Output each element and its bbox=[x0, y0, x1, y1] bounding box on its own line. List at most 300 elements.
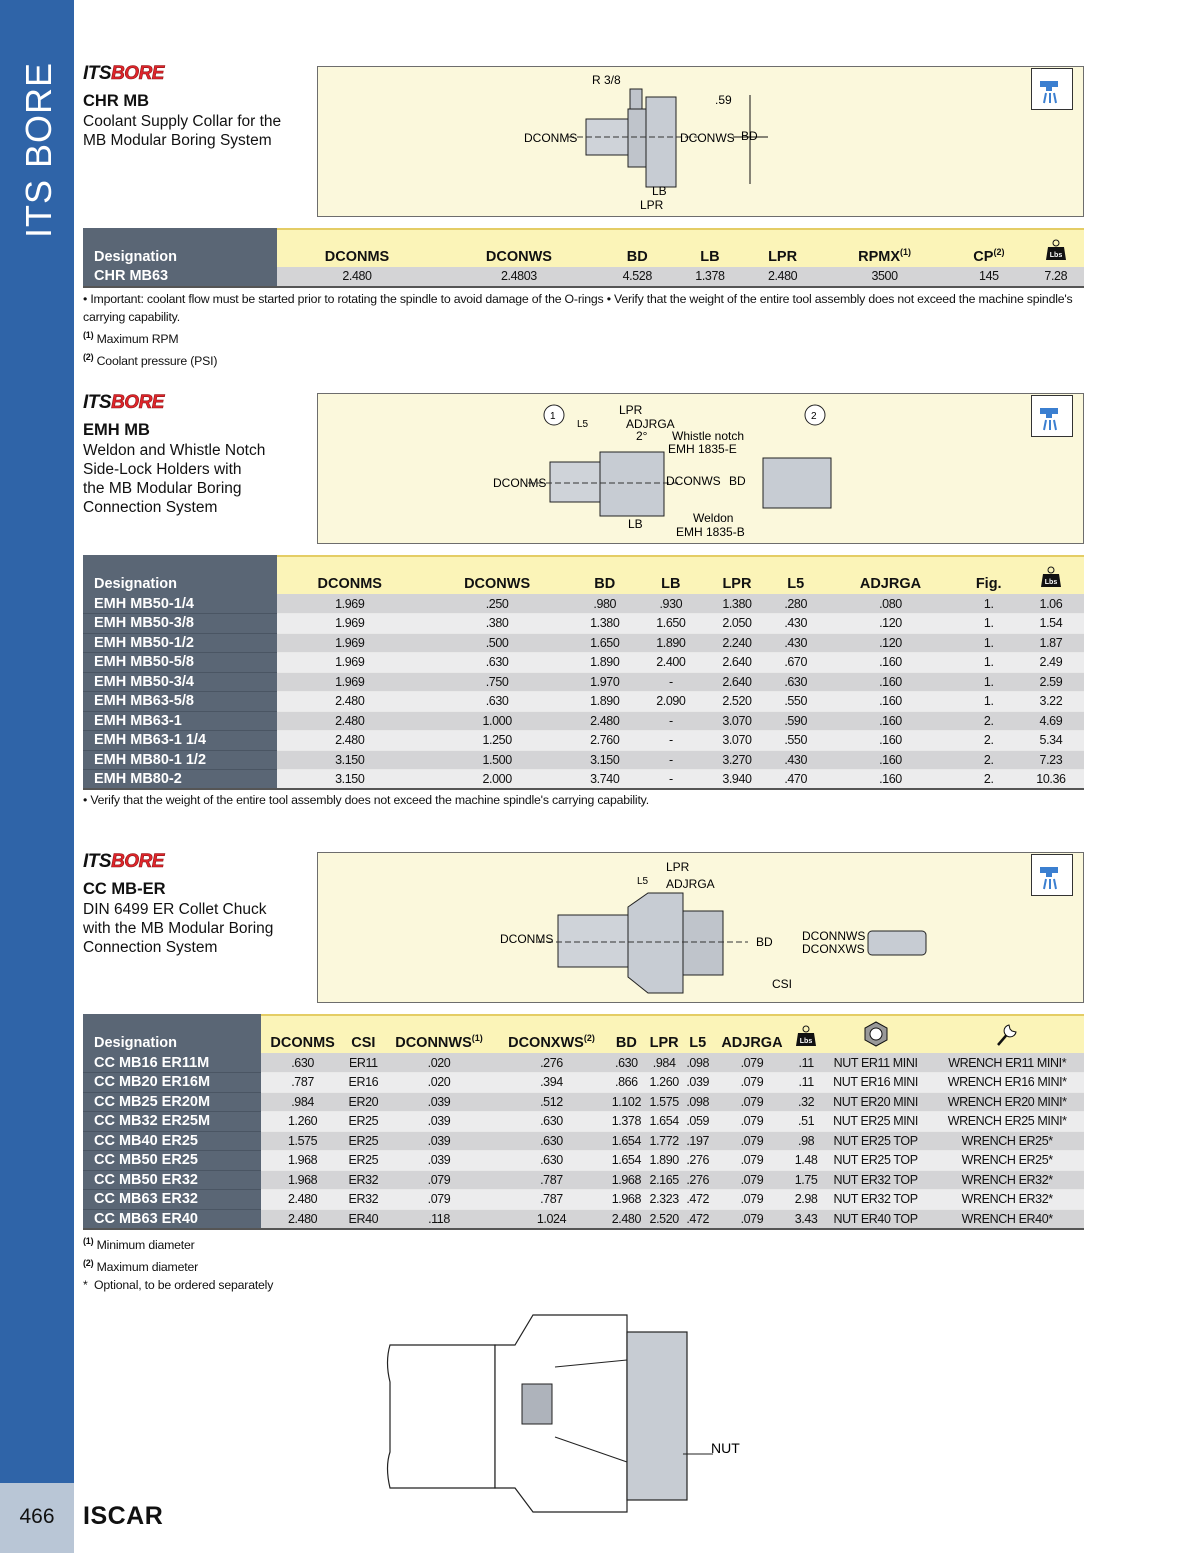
value-cell: 2.59 bbox=[1018, 672, 1084, 692]
table-row bbox=[83, 1151, 1084, 1171]
svg-text:Weldon: Weldon bbox=[693, 511, 734, 525]
designation-cell: EMH MB80-1 1/2 bbox=[83, 750, 277, 770]
value-cell: 1.500 bbox=[423, 750, 572, 770]
value-cell: 1.380 bbox=[704, 594, 770, 614]
brand-footer: ISCAR bbox=[83, 1502, 164, 1530]
value-cell: 1.380 bbox=[572, 614, 638, 634]
value-cell: 1.969 bbox=[277, 614, 423, 634]
designation-cell: CC MB20 ER16M bbox=[83, 1073, 261, 1093]
value-cell: 1.968 bbox=[607, 1190, 645, 1210]
table-row bbox=[83, 614, 1084, 634]
table-row bbox=[83, 1170, 1084, 1190]
value-cell: WRENCH ER20 MINI* bbox=[930, 1092, 1084, 1112]
value-cell: .930 bbox=[638, 594, 704, 614]
value-cell: 1. bbox=[960, 633, 1018, 653]
value-cell: 2.640 bbox=[704, 653, 770, 673]
value-cell: .080 bbox=[821, 594, 959, 614]
value-cell: 2.4803 bbox=[437, 267, 601, 287]
svg-text:Lbs: Lbs bbox=[1044, 579, 1058, 586]
svg-text:L5: L5 bbox=[577, 419, 589, 430]
svg-text:2°: 2° bbox=[636, 429, 648, 443]
svg-text:DCONXWS: DCONXWS bbox=[802, 942, 865, 956]
value-cell: .160 bbox=[821, 711, 959, 731]
value-cell: .079 bbox=[712, 1092, 791, 1112]
designation-cell: EMH MB63-5/8 bbox=[83, 692, 277, 712]
value-cell: NUT ER40 TOP bbox=[821, 1209, 931, 1229]
value-cell: 1.102 bbox=[607, 1092, 645, 1112]
table-row bbox=[83, 731, 1084, 751]
svg-text:LPR: LPR bbox=[619, 403, 643, 417]
value-cell: 1. bbox=[960, 672, 1018, 692]
designation-cell: CC MB16 ER11M bbox=[83, 1053, 261, 1073]
value-cell: .980 bbox=[572, 594, 638, 614]
value-cell: .630 bbox=[496, 1151, 608, 1171]
itsbore-logo: ITSBORE bbox=[83, 63, 164, 84]
value-cell: .280 bbox=[770, 594, 821, 614]
wrench-icon bbox=[930, 1015, 1084, 1053]
value-cell: .380 bbox=[423, 614, 572, 634]
table-row bbox=[83, 1092, 1084, 1112]
value-cell: 3.150 bbox=[277, 750, 423, 770]
itsbore-logo: ITSBORE bbox=[83, 392, 164, 413]
value-cell: ER25 bbox=[344, 1112, 382, 1132]
value-cell: .079 bbox=[383, 1190, 496, 1210]
value-cell: 1.250 bbox=[423, 731, 572, 751]
dim-dconws: DCONWS bbox=[680, 131, 735, 145]
value-cell: .079 bbox=[383, 1170, 496, 1190]
value-cell: 2.480 bbox=[277, 267, 437, 287]
value-cell: .630 bbox=[423, 653, 572, 673]
designation-cell: EMH MB80-2 bbox=[83, 770, 277, 790]
value-cell: .120 bbox=[821, 614, 959, 634]
value-cell: .039 bbox=[683, 1073, 712, 1093]
value-cell: .472 bbox=[683, 1190, 712, 1210]
svg-text:LB: LB bbox=[628, 517, 643, 531]
svg-text:ADJRGA: ADJRGA bbox=[626, 417, 675, 431]
value-cell: NUT ER20 MINI bbox=[821, 1092, 931, 1112]
value-cell: .250 bbox=[423, 594, 572, 614]
value-cell: .098 bbox=[683, 1053, 712, 1073]
value-cell: .630 bbox=[496, 1131, 608, 1151]
collet-chuck-drawing bbox=[385, 1312, 755, 1517]
designation-cell: CC MB63 ER32 bbox=[83, 1190, 261, 1210]
value-cell: 1.654 bbox=[607, 1151, 645, 1171]
value-cell: .470 bbox=[770, 770, 821, 790]
value-cell: 3.270 bbox=[704, 750, 770, 770]
table-row bbox=[83, 1073, 1084, 1093]
value-cell: ER25 bbox=[344, 1151, 382, 1171]
value-cell: 2.480 bbox=[261, 1190, 344, 1210]
value-cell: .020 bbox=[383, 1053, 496, 1073]
value-cell: .630 bbox=[261, 1053, 344, 1073]
section-emh-mb bbox=[83, 393, 1084, 813]
value-cell: 1.378 bbox=[607, 1112, 645, 1132]
value-cell: 1.890 bbox=[645, 1151, 683, 1171]
value-cell: .098 bbox=[683, 1092, 712, 1112]
value-cell: 2.480 bbox=[746, 267, 819, 287]
value-cell: .394 bbox=[496, 1073, 608, 1093]
svg-text:2: 2 bbox=[811, 411, 817, 422]
value-cell: 1.969 bbox=[277, 594, 423, 614]
value-cell: .670 bbox=[770, 653, 821, 673]
svg-text:Whistle notch: Whistle notch bbox=[672, 429, 745, 443]
value-cell: .079 bbox=[712, 1112, 791, 1132]
value-cell: ER40 bbox=[344, 1209, 382, 1229]
value-cell: .059 bbox=[683, 1112, 712, 1132]
value-cell: 3.940 bbox=[704, 770, 770, 790]
value-cell: 2.323 bbox=[645, 1190, 683, 1210]
value-cell: 3.070 bbox=[704, 711, 770, 731]
table-row bbox=[83, 1112, 1084, 1132]
coolant-tap-icon bbox=[1031, 68, 1073, 110]
value-cell: ER32 bbox=[344, 1170, 382, 1190]
value-cell: 1.970 bbox=[572, 672, 638, 692]
value-cell: 2.520 bbox=[645, 1209, 683, 1229]
weight-icon bbox=[1018, 556, 1084, 594]
coolant-tap-icon bbox=[1031, 395, 1073, 437]
table-row bbox=[83, 711, 1084, 731]
svg-text:DCONMS: DCONMS bbox=[500, 932, 554, 946]
itsbore-logo: ITSBORE bbox=[83, 851, 164, 872]
table-row bbox=[83, 267, 1084, 287]
svg-text:1: 1 bbox=[550, 411, 556, 422]
value-cell: 1.968 bbox=[261, 1170, 344, 1190]
value-cell: 1.969 bbox=[277, 653, 423, 673]
table-emh-mb: Designation DCONMS DCONWS BD LB LPR L5 ADJRGA Fig. Lbs EMH MB50-1/4 1.969 .250 .980 .930 1.380 .280 .080 1. 1.06 EMH MB50-3/8 1.969 .380 1.380 1.650 2.050 .430 .120 1. 1.54 EMH MB50-1/2 1.969 .500 1.650 1.890 2.240 .430 .120 1. 1.87 EMH MB50-5/8 1.969 .630 1.890 2.400 2.640 .670 .160 1. 2.49 EMH MB50-3/4 1.969 .750 1.970 - 2.640 .630 .160 1. 2.59 EMH MB63-5/8 2.480 .630 1.890 2.090 2.520 .550 .160 1. 3.22 EMH MB63-1 2.480 1.000 2.480 - 3.070 .590 .160 2. 4.69 EMH MB63-1 1/4 2.480 1.250 2.760 - 3.070 .550 .160 2. 5.34 EMH MB80-1 1/2 3.150 1.500 3.150 - 3.270 .430 .160 2. 7.23 EMH MB80-2 3.150 2.000 3.740 - 3.940 .470 .160 2. 10.36 bbox=[83, 555, 1084, 790]
value-cell: WRENCH ER25 MINI* bbox=[930, 1112, 1084, 1132]
section-tab-title: ITS BORE bbox=[18, 61, 59, 239]
table-row bbox=[83, 770, 1084, 790]
value-cell: - bbox=[638, 750, 704, 770]
value-cell: 2.49 bbox=[1018, 653, 1084, 673]
nut-icon bbox=[821, 1015, 931, 1053]
page-number: 466 bbox=[19, 1505, 55, 1528]
value-cell: 2.090 bbox=[638, 692, 704, 712]
designation-cell: EMH MB50-1/4 bbox=[83, 594, 277, 614]
value-cell: .430 bbox=[770, 750, 821, 770]
table-row bbox=[83, 653, 1084, 673]
designation-cell: EMH MB63-1 1/4 bbox=[83, 731, 277, 751]
value-cell: 3.22 bbox=[1018, 692, 1084, 712]
value-cell: .98 bbox=[791, 1131, 820, 1151]
value-cell: .787 bbox=[496, 1170, 608, 1190]
value-cell: 1.650 bbox=[638, 614, 704, 634]
value-cell: NUT ER25 TOP bbox=[821, 1131, 931, 1151]
value-cell: 2.640 bbox=[704, 672, 770, 692]
value-cell: NUT ER25 MINI bbox=[821, 1112, 931, 1132]
value-cell: 10.36 bbox=[1018, 770, 1084, 790]
value-cell: .039 bbox=[383, 1151, 496, 1171]
value-cell: .630 bbox=[607, 1053, 645, 1073]
value-cell: ER16 bbox=[344, 1073, 382, 1093]
value-cell: 1.260 bbox=[261, 1112, 344, 1132]
value-cell: - bbox=[638, 770, 704, 790]
svg-text:EMH 1835-E: EMH 1835-E bbox=[668, 442, 737, 456]
value-cell: 2.480 bbox=[607, 1209, 645, 1229]
value-cell: NUT ER32 TOP bbox=[821, 1170, 931, 1190]
footnotes: $^{(1)}$ Minimum diameter $^{(2)}$ Maximum diameter * Optional, to be ordered separately bbox=[83, 1236, 274, 1293]
value-cell: - bbox=[638, 731, 704, 751]
value-cell: 2.000 bbox=[423, 770, 572, 790]
table-chr-mb: Designation DCONMS DCONWS BD LB LPR RPMX$^{(1)}$ CP$^{(2)}$ Lbs CHR MB63 2.480 2.4803 4.528 1.378 2.480 3500 145 7.28 bbox=[83, 228, 1084, 288]
svg-text:CSI: CSI bbox=[772, 977, 793, 991]
table-cc-mb-er: Designation DCONMS CSI DCONNWS$^{(1)}$ DCONXWS$^{(2)}$ BD LPR L5 ADJRGA Lbs CC MB16 ER11M .630 ER11 .020 .276 .630 .984 .098 .079 .11 NUT ER11 MINI WRENCH ER11 MINI* CC MB20 ER16M .787 ER16 .020 .394 .866 1.260 .039 .079 .11 NUT ER16 MINI WRENCH ER16 MINI* CC MB25 ER20M .984 ER20 .039 .512 1.102 1.575 .098 .079 .32 NUT ER20 MINI WRENCH ER20 MINI* CC MB32 ER25M 1.260 ER25 .039 .630 1.378 1.654 .059 .079 .51 NUT ER25 MINI WRENCH ER25 MINI* CC MB40 ER25 1.575 ER25 .039 .630 1.654 1.772 .197 .079 .98 NUT ER25 TOP WRENCH ER25* CC MB50 ER25 1.968 ER25 .039 .630 1.654 1.890 .276 .079 1.48 NUT ER25 TOP WRENCH ER25* CC MB50 ER32 1.968 ER32 .079 .787 1.968 2.165 .276 .079 1.75 NUT ER32 TOP WRENCH ER32* CC MB63 ER32 2.480 ER32 .079 .787 1.968 2.323 .472 .079 2.98 NUT ER32 TOP WRENCH ER32* CC MB63 ER40 2.480 ER40 .118 1.024 2.480 2.520 .472 .079 3.43 NUT ER40 TOP WRENCH ER40* bbox=[83, 1014, 1084, 1230]
value-cell: 3.070 bbox=[704, 731, 770, 751]
dim-59: .59 bbox=[715, 93, 732, 107]
designation-cell: CC MB63 ER40 bbox=[83, 1209, 261, 1229]
value-cell: .276 bbox=[496, 1053, 608, 1073]
product-description: DIN 6499 ER Collet Chuck with the MB Modular Boring Connection System bbox=[83, 901, 274, 956]
value-cell: .787 bbox=[261, 1073, 344, 1093]
table-row bbox=[83, 1190, 1084, 1210]
value-cell: .039 bbox=[383, 1092, 496, 1112]
value-cell: 1. bbox=[960, 594, 1018, 614]
designation-cell: EMH MB50-1/2 bbox=[83, 633, 277, 653]
value-cell: 1.650 bbox=[572, 633, 638, 653]
value-cell: 1. bbox=[960, 692, 1018, 712]
value-cell: 1.890 bbox=[572, 653, 638, 673]
value-cell: 7.28 bbox=[1028, 267, 1084, 287]
value-cell: 1.48 bbox=[791, 1151, 820, 1171]
value-cell: .160 bbox=[821, 653, 959, 673]
dim-r38: R 3/8 bbox=[592, 73, 621, 87]
diagram-chr-mb bbox=[317, 66, 1084, 217]
designation-cell: EMH MB63-1 bbox=[83, 711, 277, 731]
value-cell: .039 bbox=[383, 1131, 496, 1151]
value-cell: 145 bbox=[950, 267, 1027, 287]
value-cell: 2.480 bbox=[261, 1209, 344, 1229]
value-cell: WRENCH ER32* bbox=[930, 1190, 1084, 1210]
value-cell: .276 bbox=[683, 1151, 712, 1171]
value-cell: .32 bbox=[791, 1092, 820, 1112]
value-cell: NUT ER32 TOP bbox=[821, 1190, 931, 1210]
value-cell: 1.575 bbox=[645, 1092, 683, 1112]
value-cell: WRENCH ER16 MINI* bbox=[930, 1073, 1084, 1093]
table-row bbox=[83, 1131, 1084, 1151]
value-cell: 2.400 bbox=[638, 653, 704, 673]
value-cell: .197 bbox=[683, 1131, 712, 1151]
value-cell: 1.75 bbox=[791, 1170, 820, 1190]
value-cell: .472 bbox=[683, 1209, 712, 1229]
value-cell: WRENCH ER25* bbox=[930, 1131, 1084, 1151]
value-cell: 1.54 bbox=[1018, 614, 1084, 634]
svg-text:ADJRGA: ADJRGA bbox=[666, 877, 715, 891]
product-name: CHR MB bbox=[83, 92, 149, 110]
value-cell: 2.480 bbox=[277, 711, 423, 731]
value-cell: 1.654 bbox=[607, 1131, 645, 1151]
value-cell: 2.98 bbox=[791, 1190, 820, 1210]
value-cell: .550 bbox=[770, 692, 821, 712]
svg-text:DCONMS: DCONMS bbox=[493, 476, 547, 490]
value-cell: - bbox=[638, 711, 704, 731]
value-cell: .787 bbox=[496, 1190, 608, 1210]
designation-cell: CHR MB63 bbox=[83, 267, 277, 287]
value-cell: 2.165 bbox=[645, 1170, 683, 1190]
section-cc-mb-er bbox=[83, 852, 1084, 1292]
value-cell: 4.69 bbox=[1018, 711, 1084, 731]
table-row bbox=[83, 672, 1084, 692]
value-cell: .120 bbox=[821, 633, 959, 653]
notes: • Important: coolant flow must be started prior to rotating the spindle to avoid damage of the O-rings • Verify that the weight of the entire tool assembly does not exceed the machine spindle's carrying capability. $^{(1)}$ Maximum RPM $^{(2)}$ Coolant pressure (PSI) bbox=[83, 292, 1073, 369]
value-cell: 1.772 bbox=[645, 1131, 683, 1151]
table-row bbox=[83, 1053, 1084, 1073]
value-cell: WRENCH ER32* bbox=[930, 1170, 1084, 1190]
value-cell: .276 bbox=[683, 1170, 712, 1190]
value-cell: ER11 bbox=[344, 1053, 382, 1073]
table-row bbox=[83, 633, 1084, 653]
value-cell: .079 bbox=[712, 1209, 791, 1229]
dim-bd: BD bbox=[741, 129, 758, 143]
designation-cell: CC MB50 ER25 bbox=[83, 1151, 261, 1171]
value-cell: 1.969 bbox=[277, 672, 423, 692]
weight-icon bbox=[1028, 229, 1084, 267]
notes: • Verify that the weight of the entire tool assembly does not exceed the machine spindle's carrying capability. bbox=[83, 793, 649, 807]
value-cell: .079 bbox=[712, 1190, 791, 1210]
table-row bbox=[83, 1209, 1084, 1229]
value-cell: .984 bbox=[645, 1053, 683, 1073]
value-cell: .118 bbox=[383, 1209, 496, 1229]
value-cell: 5.34 bbox=[1018, 731, 1084, 751]
diagram-emh-mb bbox=[317, 393, 1084, 544]
value-cell: .984 bbox=[261, 1092, 344, 1112]
value-cell: .079 bbox=[712, 1053, 791, 1073]
value-cell: 1. bbox=[960, 614, 1018, 634]
diagram-cc-mb-er bbox=[317, 852, 1084, 1003]
value-cell: .630 bbox=[770, 672, 821, 692]
designation-cell: EMH MB50-3/8 bbox=[83, 614, 277, 634]
designation-cell: EMH MB50-5/8 bbox=[83, 653, 277, 673]
dim-lb: LB bbox=[652, 184, 667, 198]
value-cell: 1.890 bbox=[572, 692, 638, 712]
value-cell: .079 bbox=[712, 1131, 791, 1151]
svg-text:BD: BD bbox=[756, 935, 773, 949]
svg-text:L5: L5 bbox=[637, 876, 649, 887]
value-cell: 4.528 bbox=[601, 267, 674, 287]
designation-cell: CC MB32 ER25M bbox=[83, 1112, 261, 1132]
value-cell: 3.150 bbox=[572, 750, 638, 770]
value-cell: 1. bbox=[960, 653, 1018, 673]
dim-dconms: DCONMS bbox=[524, 131, 578, 145]
value-cell: 2.240 bbox=[704, 633, 770, 653]
nut-label: NUT bbox=[711, 1440, 740, 1456]
value-cell: .160 bbox=[821, 672, 959, 692]
value-cell: 1.968 bbox=[607, 1170, 645, 1190]
value-cell: .079 bbox=[712, 1170, 791, 1190]
value-cell: 2. bbox=[960, 770, 1018, 790]
value-cell: .590 bbox=[770, 711, 821, 731]
value-cell: 3.150 bbox=[277, 770, 423, 790]
value-cell: 1.654 bbox=[645, 1112, 683, 1132]
value-cell: .430 bbox=[770, 633, 821, 653]
value-cell: 2. bbox=[960, 750, 1018, 770]
svg-text:DCONWS: DCONWS bbox=[666, 474, 721, 488]
value-cell: .079 bbox=[712, 1151, 791, 1171]
value-cell: 2.480 bbox=[572, 711, 638, 731]
product-name: CC MB-ER bbox=[83, 880, 166, 898]
value-cell: .430 bbox=[770, 614, 821, 634]
value-cell: 2. bbox=[960, 731, 1018, 751]
value-cell: WRENCH ER25* bbox=[930, 1151, 1084, 1171]
value-cell: 7.23 bbox=[1018, 750, 1084, 770]
value-cell: ER20 bbox=[344, 1092, 382, 1112]
value-cell: .866 bbox=[607, 1073, 645, 1093]
table-row bbox=[83, 692, 1084, 712]
product-description: Weldon and Whistle Notch Side-Lock Holders with the MB Modular Boring Connection System bbox=[83, 442, 266, 516]
value-cell: ER25 bbox=[344, 1131, 382, 1151]
value-cell: .160 bbox=[821, 731, 959, 751]
value-cell: 1.968 bbox=[261, 1151, 344, 1171]
table-row bbox=[83, 594, 1084, 614]
value-cell: .020 bbox=[383, 1073, 496, 1093]
designation-cell: EMH MB50-3/4 bbox=[83, 672, 277, 692]
value-cell: 3500 bbox=[819, 267, 950, 287]
value-cell: NUT ER25 TOP bbox=[821, 1151, 931, 1171]
value-cell: .750 bbox=[423, 672, 572, 692]
value-cell: 1.575 bbox=[261, 1131, 344, 1151]
value-cell: .550 bbox=[770, 731, 821, 751]
value-cell: 3.740 bbox=[572, 770, 638, 790]
table-row bbox=[83, 750, 1084, 770]
value-cell: .160 bbox=[821, 692, 959, 712]
value-cell: ER32 bbox=[344, 1190, 382, 1210]
svg-text:Lbs: Lbs bbox=[1049, 252, 1062, 259]
svg-text:DCONNWS: DCONNWS bbox=[802, 929, 866, 943]
value-cell: 1.87 bbox=[1018, 633, 1084, 653]
designation-cell: CC MB25 ER20M bbox=[83, 1092, 261, 1112]
value-cell: 3.43 bbox=[791, 1209, 820, 1229]
value-cell: .039 bbox=[383, 1112, 496, 1132]
value-cell: NUT ER11 MINI bbox=[821, 1053, 931, 1073]
section-chr-mb bbox=[83, 63, 1084, 369]
value-cell: .630 bbox=[496, 1112, 608, 1132]
designation-cell: CC MB40 ER25 bbox=[83, 1131, 261, 1151]
value-cell: - bbox=[638, 672, 704, 692]
coolant-tap-icon bbox=[1031, 854, 1073, 896]
value-cell: 1.000 bbox=[423, 711, 572, 731]
svg-text:Lbs: Lbs bbox=[799, 1038, 813, 1045]
value-cell: .160 bbox=[821, 770, 959, 790]
product-description: Coolant Supply Collar for the MB Modular Boring System bbox=[83, 113, 282, 149]
product-name: EMH MB bbox=[83, 421, 150, 439]
svg-text:EMH 1835-B: EMH 1835-B bbox=[676, 525, 745, 539]
value-cell: 2.480 bbox=[277, 731, 423, 751]
value-cell: WRENCH ER11 MINI* bbox=[930, 1053, 1084, 1073]
value-cell: 2. bbox=[960, 711, 1018, 731]
value-cell: 2.520 bbox=[704, 692, 770, 712]
value-cell: .160 bbox=[821, 750, 959, 770]
dim-lpr: LPR bbox=[640, 198, 664, 212]
designation-cell: CC MB50 ER32 bbox=[83, 1170, 261, 1190]
value-cell: 1.06 bbox=[1018, 594, 1084, 614]
value-cell: .500 bbox=[423, 633, 572, 653]
side-tab bbox=[0, 0, 74, 1553]
value-cell: .630 bbox=[423, 692, 572, 712]
value-cell: NUT ER16 MINI bbox=[821, 1073, 931, 1093]
value-cell: .11 bbox=[791, 1053, 820, 1073]
value-cell: 1.890 bbox=[638, 633, 704, 653]
weight-icon bbox=[791, 1015, 820, 1053]
value-cell: WRENCH ER40* bbox=[930, 1209, 1084, 1229]
value-cell: 1.024 bbox=[496, 1209, 608, 1229]
value-cell: .079 bbox=[712, 1073, 791, 1093]
value-cell: 1.969 bbox=[277, 633, 423, 653]
value-cell: 1.378 bbox=[674, 267, 747, 287]
value-cell: .51 bbox=[791, 1112, 820, 1132]
svg-text:LPR: LPR bbox=[666, 860, 690, 874]
value-cell: 2.050 bbox=[704, 614, 770, 634]
value-cell: .11 bbox=[791, 1073, 820, 1093]
value-cell: 2.480 bbox=[277, 692, 423, 712]
